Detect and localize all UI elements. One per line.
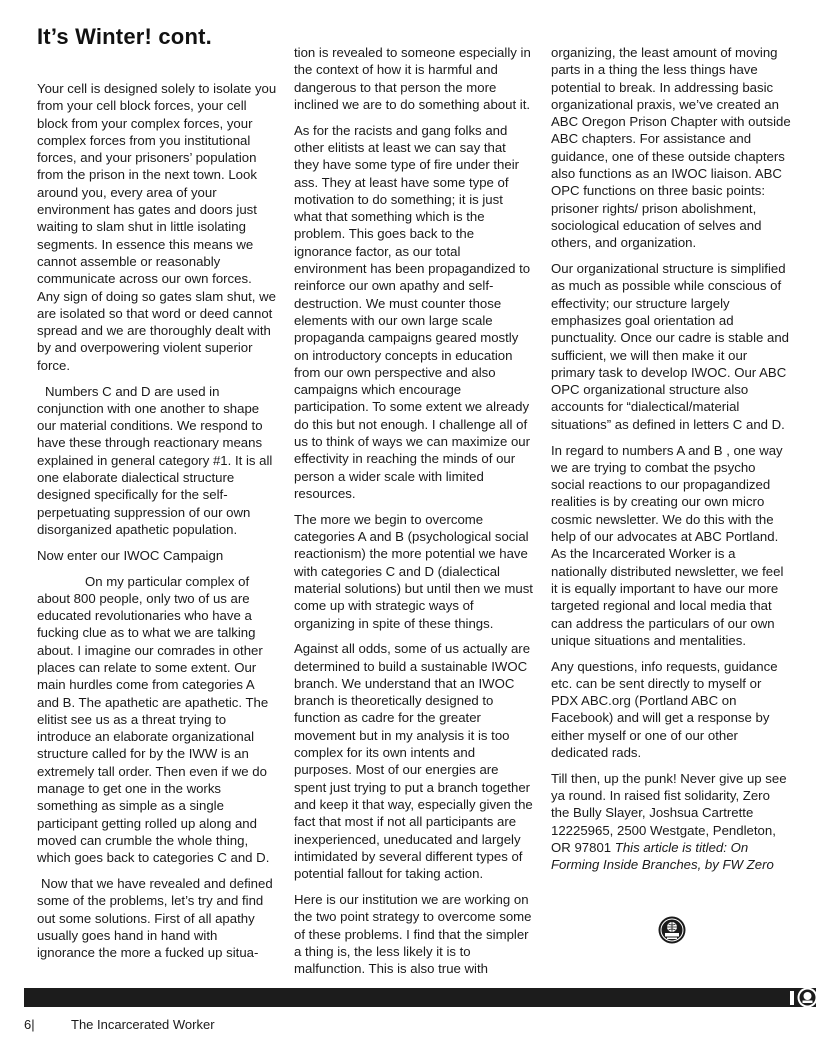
article-column-3 (551, 44, 791, 882)
footer-bar (24, 988, 816, 1007)
paragraph: Your cell is designed solely to isolate you from your cell block forces, your cell block from your complex forces, your complex forces from you institutional forces, and your prisoners’ population from the prison in the next town. Look around you, every area of your environment has gates and doors just waiting to slam shut in little isolating segments. In essence this means we cannot assemble or reasonably communicate across our own forces. Any sign of doing so gates slam shut, we are isolated so that word or deed cannot spread and we are thoroughly dealt with by and overpowering violent superior force. (37, 81, 277, 373)
article-credit: This article is titled: On Forming Inside Branches, by FW Zero (551, 840, 774, 873)
paragraph: Any questions, info requests, guidance etc. can be sent directly to myself or PDX ABC.org (Portland ABC on Facebook) and will get a response by either myself or one of our other dedicated rads. (551, 658, 778, 761)
paragraph: In regard to numbers A and B , one way we are trying to combat the psycho social reactions to our propagandized realities is by creating our own micro cosmic newsletter. We do this with the help of our advocates at ABC Portland. As the Incarcerated Worker is a nationally distributed newsletter, we feel it is equally important to have our more targeted regional and local media that can address the particulars of our own unique situations and mentalities. (551, 442, 784, 648)
closing-text: Till then, up the punk! Never give up see ya round. In raised fist solidarity, Zero the Bully Slayer, Joshsua Cartrette 12225965, 2500 Westgate, Pendleton, OR 97801 (551, 770, 787, 856)
paragraph: Now enter our IWOC Campaign (37, 547, 224, 563)
paragraph: tion is revealed to someone especially in the context of how it is harmful and dangerous to that person the more inclined we are to do something about it. (294, 45, 531, 112)
paragraph: Numbers C and D are used in conjunction with one another to shape our material conditions. We respond to have these through reactionary means explained in general category #1. It is all one elaborate dialectical structure designed specifically for the self-perpetuating suppression of our own disorganized apathetic population. (37, 383, 273, 537)
paragraph: organizing, the least amount of moving parts in a thing the less things have potential to break. In addressing basic organizational praxis, we’ve created an ABC Oregon Prison Chapter with outside ABC chapters. For assistance and guidance, one of these outside chapters also functions as an IWOC liaison. ABC OPC functions on three basic points: prisoner rights/ prison abolishment, sociological education of selves and others, and organization. (551, 45, 791, 251)
article-column-2 (294, 44, 534, 986)
iww-globe-icon (797, 987, 816, 1008)
article-column-1 (37, 80, 277, 970)
paragraph: Now that we have revealed and defined some of the problems, let’s try and find out some solutions. First of all apathy usually goes hand in hand with ignorance the more a fucked up situa- (37, 876, 273, 961)
iww-emblem-icon (658, 916, 686, 944)
paragraph: On my particular complex of about 800 people, only two of us are educated revolutionaries who have a fucking clue as to what we are talking about. I imagine our comrades in other places can relate to some extent. Our main hurdles come from categories A and B. The apathetic are apathetic. The elitist see us as a threat trying to introduce an elaborate organizational structure called for by the IWW is an extremely tall order. Then even if we do manage to get one in the works something as simple as a single participant getting rolled up along and moved can crumble the whole thing, which goes back to categories C and D. (37, 573, 270, 866)
footer-bar-tick (790, 991, 794, 1005)
page-title: It’s Winter! cont. (37, 24, 212, 49)
paragraph: As for the racists and gang folks and other elitists at least we can say that they have some type of fire under their ass. They at least have some type of motivation to do something; it is just what that something which is the problem. This goes back to the ignorance factor, as our total environment has been propagandized to reinforce our own apathy and self-destruction. We must counter those elements with our own large scale propaganda campaigns geared mostly on introductory concepts in education from our own perspective and also campaigns which encourage participation. To some extent we already do this but not enough. I challenge all of us to think of ways we can maximize our effectivity in reaching the minds of our person a wider scale with limited resources. (294, 122, 531, 501)
closing-paragraph (551, 770, 791, 874)
paragraph: Against all odds, some of us actually are determined to build a sustainable IWOC branch. We understand that an IWOC branch is theoretically designed to function as cadre for the greater movement but in my analysis it is too complex for its own intents and purposes. Most of our energies are spent just trying to put a branch together and keep it that way, especially given the fact that most if not all participants are inexperienced, uneducated and largely intimidated by several different types of potential fallout for taking action. (294, 641, 533, 882)
publication-name: The Incarcerated Worker (71, 1017, 215, 1032)
page-number: 6| (24, 1017, 35, 1032)
paragraph: The more we begin to overcome categories A and B (psychological social reactionism) the more potential we have with categories C and D (dialectical material solutions) but until then we must come up with strategic ways of organizing in spite of these things. (294, 511, 533, 631)
paragraph: Here is our institution we are working on the two point strategy to overcome some of these problems. I find that the simpler a thing is, the less likely it is to malfunction. This is also true with (294, 891, 532, 977)
paragraph: Our organizational structure is simplified as much as possible while conscious of effectivity; our structure largely emphasizes goal orientation ad punctuality. Once our cadre is stable and sufficient, we will then make it our primary task to develop IWOC. Our ABC OPC organizational structure also accounts for “dialectical/material situations” as defined in letters C and D. (551, 261, 789, 432)
